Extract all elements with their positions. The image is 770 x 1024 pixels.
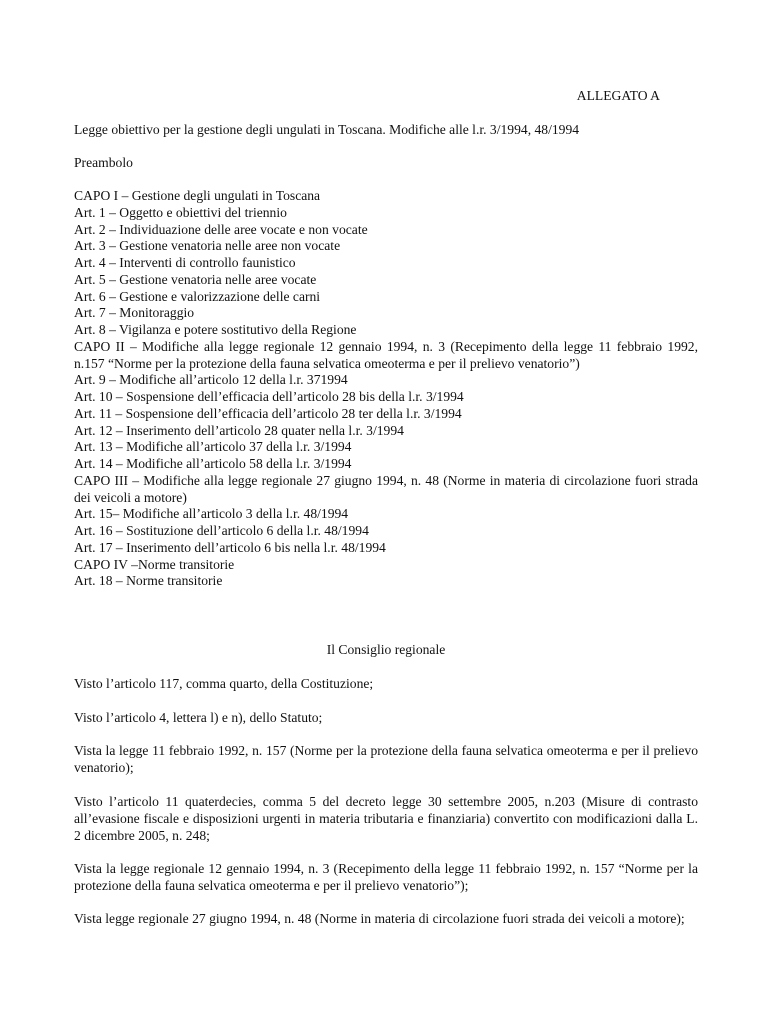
toc-item: Art. 8 – Vigilanza e potere sostitutivo della Regione xyxy=(74,322,357,337)
toc-item: Art. 17 – Inserimento dell’articolo 6 bis nella l.r. 48/1994 xyxy=(74,539,386,555)
toc-item: Art. 18 – Norme transitorie xyxy=(74,573,223,589)
allegato-label: ALLEGATO A xyxy=(576,88,660,103)
toc-item: Art. 5 – Gestione venatoria nelle aree vocate xyxy=(74,271,317,287)
preambolo-heading: Preambolo xyxy=(74,155,133,170)
toc-item: Art. 13 – Modifiche all’articolo 37 della l.r. 3/1994 xyxy=(74,439,352,455)
document-title: Legge obiettivo per la gestione degli ungulati in Toscana. Modifiche alle l.r. 3/1994, 48/1994 xyxy=(74,122,580,137)
toc-item: Art. 9 – Modifiche all’articolo 12 della l.r. 371994 xyxy=(74,372,348,388)
toc-item: Art. 4 – Interventi di controllo faunistico xyxy=(74,255,296,270)
toc-capo-4: CAPO IV –Norme transitorie xyxy=(74,556,235,572)
body-paragraph: Vista legge regionale 27 giugno 1994, n. 48 (Norme in materia di circolazione fuori strada dei veicoli a motore); xyxy=(74,911,685,926)
toc-item: Art. 10 – Sospensione dell’efficacia dell’articolo 28 bis della l.r. 3/1994 xyxy=(74,389,464,404)
body-paragraph: Visto l’articolo 11 quaterdecies, comma 5 del decreto legge 30 settembre 2005, n.203 (Misure di contrasto all’evasione fiscale e disposizioni urgenti in materia tributaria e finanziaria) convertito con modificazioni dalla L. 2 dicembre 2005, n. 248; xyxy=(74,794,698,843)
body-paragraph: Visto l’articolo 4, lettera l) e n), dello Statuto; xyxy=(74,710,323,725)
toc-capo-2: CAPO II – Modifiche alla legge regionale 12 gennaio 1994, n. 3 (Recepimento della legge 11 febbraio 1992, n.157 “Norme per la protezione della fauna selvatica omeoterma e per il prelievo venatorio”) xyxy=(74,338,698,371)
toc-item: Art. 14 – Modifiche all’articolo 58 della l.r. 3/1994 xyxy=(74,456,352,471)
toc-item: Art. 11 – Sospensione dell’efficacia dell’articolo 28 ter della l.r. 3/1994 xyxy=(74,405,462,421)
body-paragraph: Visto l’articolo 117, comma quarto, della Costituzione; xyxy=(74,676,374,691)
toc-item: Art. 2 – Individuazione delle aree vocate e non vocate xyxy=(74,221,368,237)
toc-capo-1: CAPO I – Gestione degli ungulati in Toscana xyxy=(74,188,321,203)
toc-item: Art. 16 – Sostituzione dell’articolo 6 della l.r. 48/1994 xyxy=(74,523,369,538)
toc-item: Art. 15– Modifiche all’articolo 3 della l.r. 48/1994 xyxy=(74,506,349,522)
toc-item: Art. 6 – Gestione e valorizzazione delle carni xyxy=(74,288,321,304)
toc-item: Art. 12 – Inserimento dell’articolo 28 quater nella l.r. 3/1994 xyxy=(74,422,404,438)
table-of-contents xyxy=(74,188,698,590)
toc-item: Art. 1 – Oggetto e obiettivi del triennio xyxy=(74,204,287,220)
body-paragraph: Vista la legge regionale 12 gennaio 1994, n. 3 (Recepimento della legge 11 febbraio 1992, n. 157 “Norme per la protezione della fauna selvatica omeoterma e per il prelievo venatorio”); xyxy=(74,861,698,893)
toc-item: Art. 7 – Monitoraggio xyxy=(74,305,195,321)
body-paragraph: Vista la legge 11 febbraio 1992, n. 157 (Norme per la protezione della fauna selvatica omeoterma e per il prelievo venatorio); xyxy=(74,743,698,775)
toc-capo-3: CAPO III – Modifiche alla legge regionale 27 giugno 1994, n. 48 (Norme in materia di circolazione fuori strada dei veicoli a motore) xyxy=(74,472,698,505)
council-heading: Il Consiglio regionale xyxy=(326,642,446,657)
toc-item: Art. 3 – Gestione venatoria nelle aree non vocate xyxy=(74,238,341,254)
